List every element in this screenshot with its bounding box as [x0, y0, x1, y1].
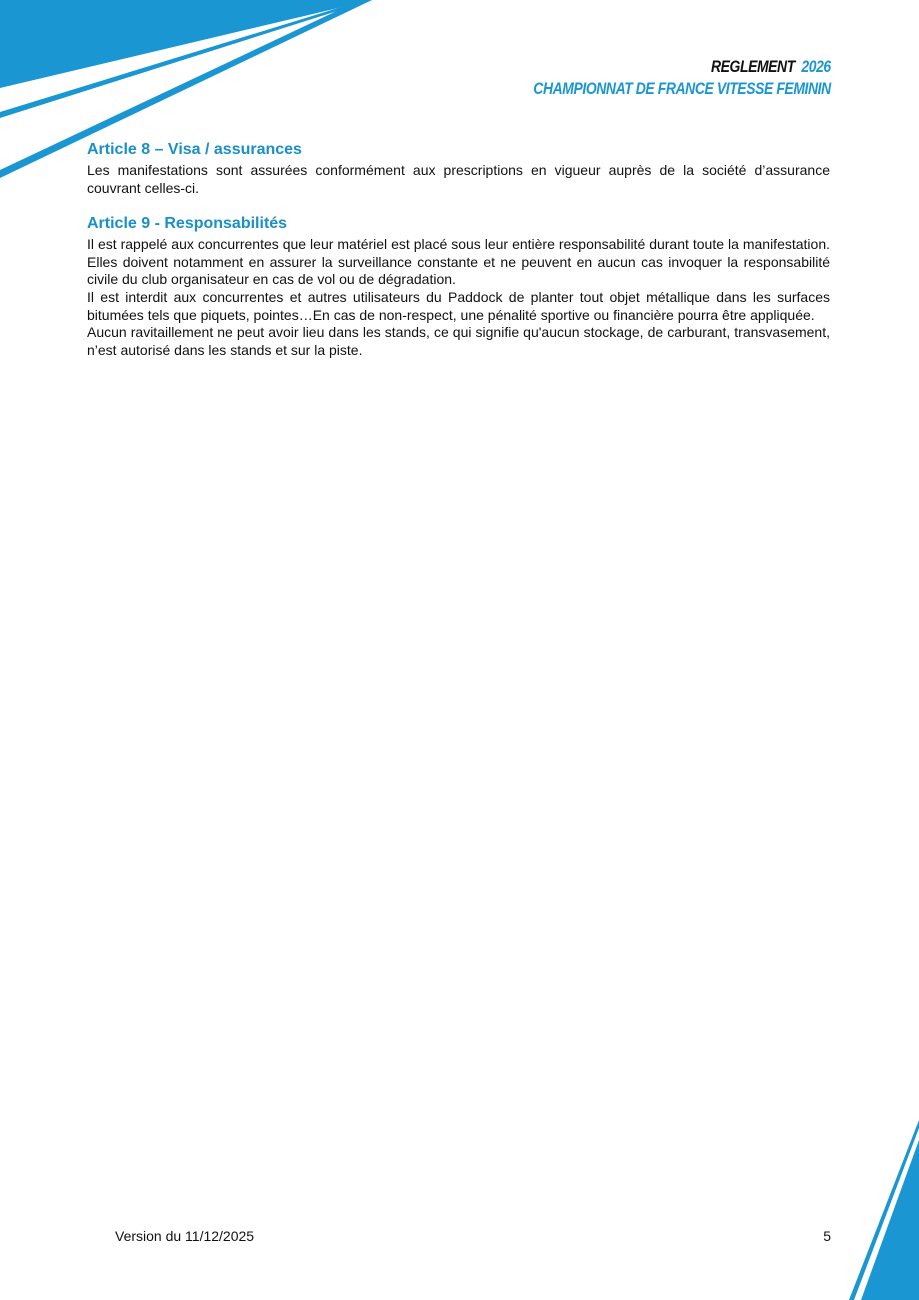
bottom-right-stripes-decoration — [849, 1120, 919, 1300]
article-9 — [87, 214, 830, 359]
header-title — [534, 56, 831, 78]
article-paragraph: Aucun ravitaillement ne peut avoir lieu dans les stands, ce qui signifie qu'aucun stockage, de carburant, transvasement, n’est autorisé dans les stands et sur la piste. — [87, 324, 830, 358]
article-8 — [87, 140, 830, 197]
article-title: Article 8 – Visa / assurances — [87, 141, 302, 158]
article-paragraph: Les manifestations sont assurées conformément aux prescriptions en vigueur auprès de la société d’assurance couvrant celles-ci. — [87, 162, 830, 196]
article-paragraph: Il est rappelé aux concurrentes que leur matériel est placé sous leur entière responsabilité durant toute la manifestation. Elles doivent notamment en assurer la surveillance constante et ne peuvent en aucun cas invoquer la responsabilité civile du club organisateur en cas de vol ou de dégradation. — [87, 236, 830, 288]
article-paragraph: Il est interdit aux concurrentes et autres utilisateurs du Paddock de planter tout objet métallique dans les surfaces bitumées tels que piquets, pointes…En cas de non-respect, une pénalité sportive ou financière pourra être appliquée. — [87, 288, 830, 323]
document-body — [87, 140, 830, 376]
header-subtitle: CHAMPIONNAT DE FRANCE VITESSE FEMININ — [533, 79, 831, 98]
page-number: 5 — [823, 1228, 831, 1244]
header-title-word: REGLEMENT — [711, 57, 796, 76]
footer-version: Version du 11/12/2025 — [115, 1228, 255, 1244]
document-header — [468, 56, 831, 100]
article-title: Article 9 - Responsabilités — [87, 215, 288, 233]
header-title-year: 2026 — [801, 57, 831, 76]
